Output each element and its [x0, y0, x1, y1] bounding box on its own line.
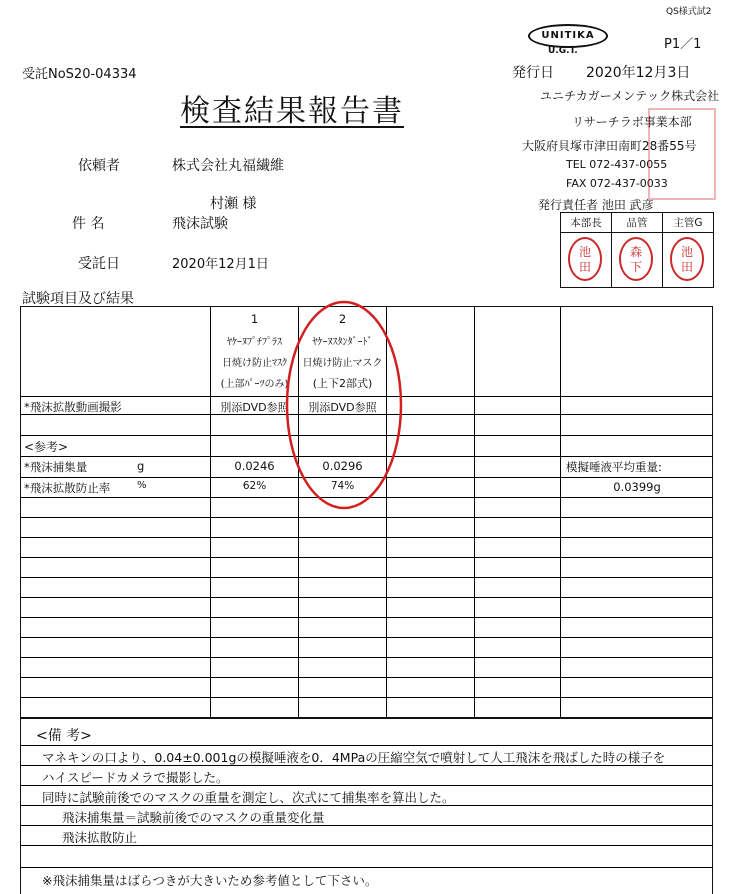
- client-label: 依頼者: [78, 158, 120, 174]
- prevention-label: *飛沫拡散防止率: [24, 481, 111, 495]
- remarks-line: ハイスピードカメラで撮影した。: [42, 770, 229, 785]
- client-person: 村瀬 様: [210, 196, 257, 212]
- receipt-date-label: 受託日: [78, 256, 120, 272]
- remarks-line: 飛沫拡散防止: [62, 830, 138, 845]
- sample-note: (上部ﾊﾟｰﾂのみ): [220, 379, 289, 390]
- video-label: *飛沫拡散動画撮影: [24, 400, 122, 414]
- sample-name: ﾔｹｰﾇｽﾀﾝﾀﾞｰﾄﾞ: [312, 337, 373, 348]
- remarks-line: マネキンの口より、0.04±0.001gの模擬唾液を0．4MPaの圧縮空気で噴射して人工飛沫を飛ばした時の様子を: [42, 750, 666, 765]
- capture-label: *飛沫捕集量: [24, 460, 88, 474]
- company-stamp: [648, 108, 716, 200]
- sample-desc: 日焼け防止ﾏｽｸ: [222, 358, 287, 369]
- issuer-dept: リサーチラボ事業本部: [572, 115, 692, 129]
- receipt-number: 受託NoS20-04334: [22, 67, 137, 82]
- receipt-date: 2020年12月1日: [172, 257, 269, 272]
- seal-header: 主管G: [673, 217, 703, 229]
- results-heading: 試験項目及び結果: [22, 291, 134, 307]
- capture-value: 0.0246: [234, 459, 275, 473]
- subject-value: 飛沫試験: [172, 216, 228, 232]
- page-number: P1／1: [664, 37, 702, 52]
- avg-weight-label: 模擬唾液平均重量:: [566, 460, 662, 474]
- issuer-responsible: 発行責任者 池田 武彦: [538, 198, 654, 212]
- seal-stamp: 池田: [568, 237, 602, 281]
- unitika-logo: UNITIKA: [528, 24, 608, 48]
- seal-header: 品管: [626, 217, 648, 229]
- issue-date: 2020年12月3日: [586, 65, 691, 81]
- issuer-fax: FAX 072-437-0033: [566, 177, 668, 190]
- remarks-note: ※飛沫捕集量はばらつきが大きいため参考値として下さい。: [42, 873, 378, 888]
- prevention-value: 62%: [242, 480, 267, 492]
- sample-number: 2: [338, 312, 347, 326]
- seal-stamp: 池田: [670, 237, 704, 281]
- subject-label: 件 名: [72, 216, 105, 232]
- video-value: 別添DVD参照: [220, 401, 289, 414]
- form-code: QS様式試2: [666, 7, 712, 17]
- prevention-unit: %: [137, 480, 147, 491]
- issuer-tel: TEL 072-437-0055: [566, 158, 668, 171]
- sample-number: 1: [250, 312, 259, 326]
- sample-desc: 日焼け防止マスク: [302, 358, 383, 369]
- issuer-company: ユニチカガーメンテック株式会社: [540, 89, 720, 103]
- capture-unit: g: [137, 459, 145, 473]
- highlight-circle: [282, 298, 406, 512]
- logo-subtext: U.G.T.: [548, 46, 578, 56]
- remarks-line: 同時に試験前後でのマスクの重量を測定し、次式にて捕集率を算出した。: [42, 790, 455, 805]
- sample-name: ﾔｹｰﾇﾌﾟﾁﾌﾟﾗｽ: [227, 337, 282, 348]
- avg-weight-value: 0.0399g: [613, 480, 661, 494]
- seal-table: [560, 212, 714, 288]
- video-value: 別添DVD参照: [308, 401, 377, 414]
- issue-date-label: 発行日: [512, 65, 554, 81]
- capture-value: 0.0296: [322, 459, 363, 473]
- sample-note: (上下2部式): [312, 377, 373, 390]
- seal-stamp: 森下: [619, 237, 653, 281]
- issuer-address: 大阪府貝塚市津田南町28番55号: [522, 139, 697, 153]
- client-name: 株式会社丸福繊維: [172, 158, 284, 174]
- seal-header: 本部長: [570, 217, 602, 229]
- remarks-line: 飛沫捕集量＝試験前後でのマスクの重量変化量: [62, 810, 325, 825]
- reference-label: <参考>: [24, 440, 69, 454]
- prevention-value: 74%: [330, 480, 355, 492]
- remarks-heading: <備 考>: [36, 728, 92, 744]
- page-title: 検査結果報告書: [180, 94, 404, 129]
